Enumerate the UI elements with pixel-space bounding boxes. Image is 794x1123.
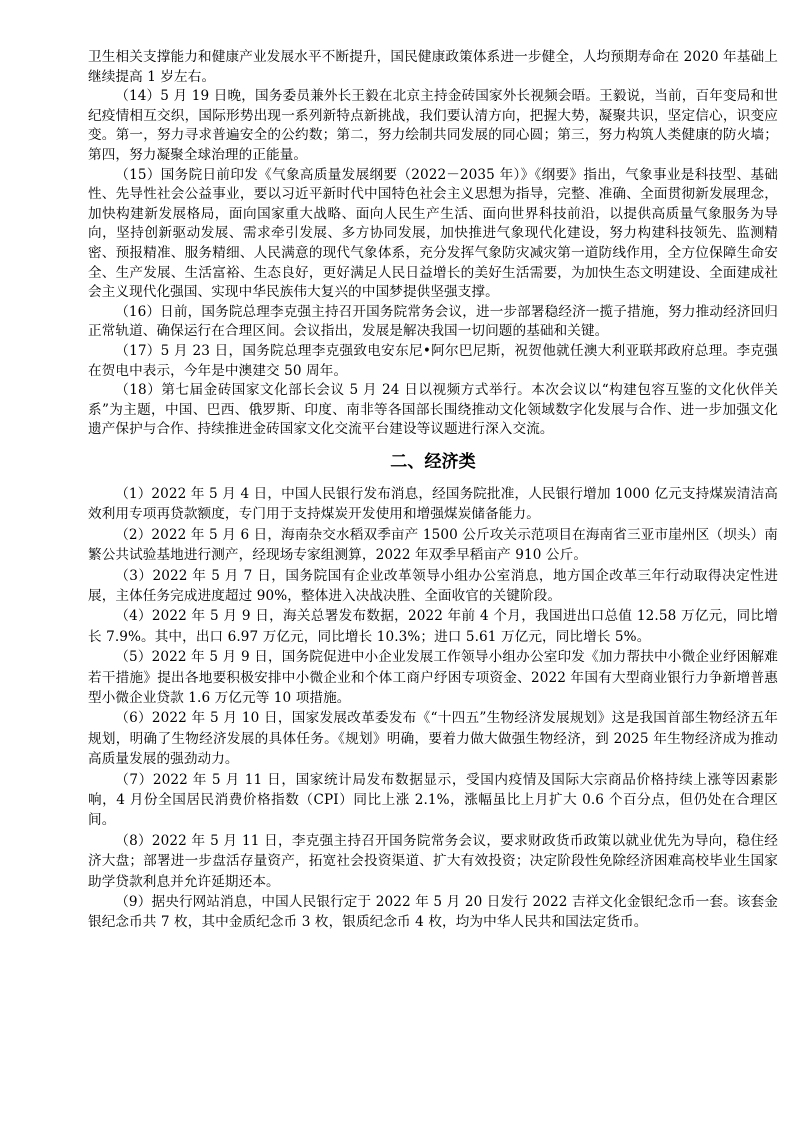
paragraph-item-14: （14）5 月 19 日晚，国务委员兼外长王毅在北京主持金砖国家外长视频会晤。王毅说，当前，百年变局和世纪疫情相互交织，国际形势出现一系列新特点新挑战，我们要认清方向，把握大势，凝聚共识，坚定信心，识变应变。第一，努力寻求普遍安全的公约数；第二，努力绘制共同发展的同心圆；第三，努力构筑人类健康的防火墙；第四，努力凝聚全球治理的正能量。 — [88, 88, 778, 163]
paragraph-econ-6: （6）2022 年 5 月 10 日，国家发展改革委发布《“十四五”生物经济发展规划》这是我国首部生物经济五年规划，明确了生物经济发展的具体任务。《规划》明确，要着力做大做强生物经济，到 2025 年生物经济成为推动高质量发展的强劲动力。 — [88, 710, 778, 768]
paragraph-continued: 卫生相关支撑能力和健康产业发展水平不断提升，国民健康政策体系进一步健全，人均预期寿命在 2020 年基础上继续提高 1 岁左右。 — [88, 49, 778, 85]
paragraph-econ-5: （5）2022 年 5 月 9 日，国务院促进中小企业发展工作领导小组办公室印发《加力帮扶中小微企业纾困解难若干措施》提出各地要积极安排中小微企业和个体工商户纾困专项资金、2022 年国有大型商业银行力争新增普惠型小微企业贷款 1.6 万亿元等 10 项措施。 — [88, 649, 778, 706]
paragraph-item-15: （15）国务院日前印发《气象高质量发展纲要（2022－2035 年）》《纲要》指出，气象事业是科技型、基础性、先导性社会公益事业，要以习近平新时代中国特色社会主义思想为指导，完整、准确、全面贯彻新发展理念，加快构建新发展格局，面向国家重大战略、面向人民生产生活、面向世界科技前沿，以提供高质量气象服务为导向，坚持创新驱动发展、需求牵引发展、多方协同发展，加快推进气象现代化建设，努力构建科技领先、监测精密、预报精准、服务精细、人民满意的现代气象体系，充分发挥气象防灾减灾第一道防线作用，全方位保障生命安全、生产发展、生活富裕、生态良好，更好满足人民日益增长的美好生活需要，为加快生态文明建设、全面建成社会主义现代化强国、实现中华民族伟大复兴的中国梦提供坚强支撑。 — [88, 166, 778, 301]
paragraph-econ-8: （8）2022 年 5 月 11 日，李克强主持召开国务院常务会议，要求财政货币政策以就业优先为导向，稳住经济大盘；部署进一步盘活存量资产，拓宽社会投资渠道、扩大有效投资；决定阶段性免除经济困难高校毕业生国家助学贷款利息并允许延期还本。 — [88, 832, 778, 890]
paragraph-item-16: （16）日前，国务院总理李克强主持召开国务院常务会议，进一步部署稳经济一揽子措施，努力推动经济回归正常轨道、确保运行在合理区间。会议指出，发展是解决我国一切问题的基础和关键。 — [88, 303, 778, 340]
paragraph-econ-9: （9）据央行网站消息，中国人民银行定于 2022 年 5 月 20 日发行 2022 吉祥文化金银纪念币一套。该套金银纪念币共 7 枚，其中金质纪念币 3 枚，银质纪念币 4 枚，均为中华人民共和国法定货币。 — [88, 894, 778, 931]
paragraph-item-18: （18）第七届金砖国家文化部长会议 5 月 24 日以视频方式举行。本次会议以“构建包容互鉴的文化伙伴关系”为主题，中国、巴西、俄罗斯、印度、南非等各国部长围绕推动文化领域数字化发展与合作、进一步加强文化遗产保护与合作、持续推进金砖国家文化交流平台建设等议题进行深入交流。 — [88, 382, 778, 438]
paragraph-econ-4: （4）2022 年 5 月 9 日，海关总署发布数据，2022 年前 4 个月，我国进出口总值 12.58 万亿元，同比增长 7.9%。其中，出口 6.97 万亿元，同比增长 10.3%；进口 5.61 万亿元，同比增长 5%。 — [88, 608, 778, 645]
paragraph-item-17: （17）5 月 23 日，国务院总理李克强致电安东尼•阿尔巴尼斯，祝贺他就任澳大利亚联邦政府总理。李克强在贺电中表示，今年是中澳建交 50 周年。 — [88, 342, 778, 379]
paragraph-econ-3: （3）2022 年 5 月 7 日，国务院国有企业改革领导小组办公室消息，地方国企改革三年行动取得决定性进展，主体任务完成进度超过 90%，整体进入决战决胜、全面收官的关键阶段。 — [88, 567, 778, 604]
section-heading-economy: 二、经济类 — [390, 451, 476, 472]
document-page — [88, 48, 778, 933]
paragraph-econ-1: （1）2022 年 5 月 4 日，中国人民银行发布消息，经国务院批准，人民银行增加 1000 亿元支持煤炭清洁高效利用专项再贷款额度，专门用于支持煤炭开发使用和增强煤炭储备能力。 — [88, 485, 778, 523]
section-economy — [88, 484, 778, 933]
paragraph-econ-2: （2）2022 年 5 月 6 日，海南杂交水稻双季亩产 1500 公斤攻关示范项目在海南省三亚市崖州区（坝头）南繁公共试验基地进行测产，经现场专家组测算，2022 年双季早稻亩产 910 公斤。 — [88, 526, 778, 564]
paragraph-econ-7: （7）2022 年 5 月 11 日，国家统计局发布数据显示，受国内疫情及国际大宗商品价格持续上涨等因素影响，4 月份全国居民消费价格指数（CPI）同比上涨 2.1%，涨幅虽比上月扩大 0.6 个百分点，但仍处在合理区间。 — [88, 771, 778, 829]
section-society — [88, 48, 778, 440]
